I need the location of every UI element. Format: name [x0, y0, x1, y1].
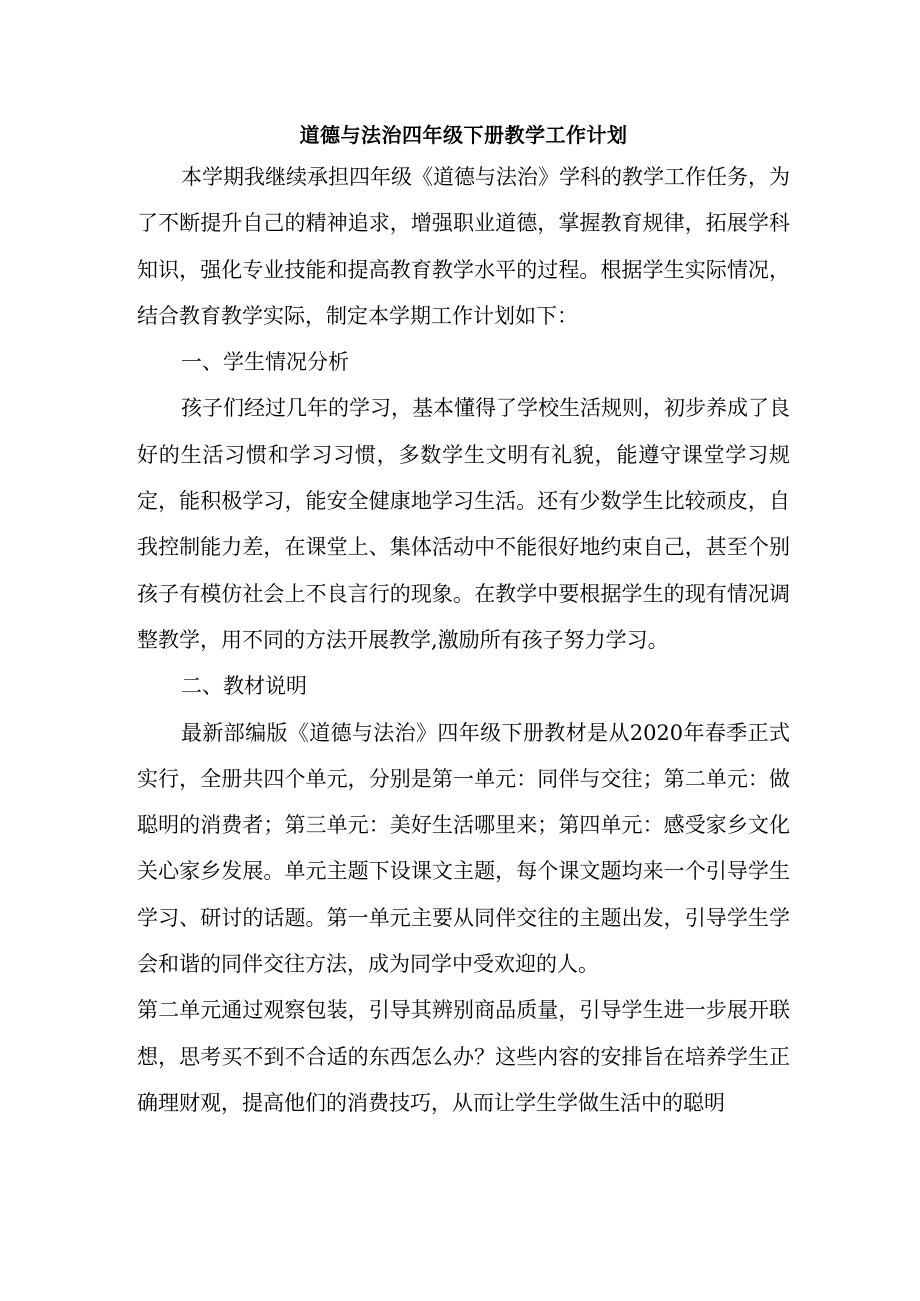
document-page — [137, 118, 790, 1126]
document-title: 道德与法治四年级下册教学工作计划 — [299, 123, 628, 147]
textbook-paragraph: 最新部编版《道德与法治》四年级下册教材是从2020年春季正式实行，全册共四个单元，分别是第一单元：同伴与交往；第二单元：做聪明的消费者；第三单元：美好生活哪里来；第四单元：感受家乡文化关心家乡发展。单元主题下设课文主题，每个课文题均来一个引导学生学习、研讨的话题。第一单元主要从同伴交往的主题出发，引导学生学会和谐的同伴交往方法，成为同学中受欢迎的人。 — [137, 720, 790, 977]
textbook-paragraph-continued: 第二单元通过观察包装，引导其辨别商品质量，引导学生进一步展开联想，思考买不到不合适的东西怎么办？这些内容的安排旨在培养学生正确理财观，提高他们的消费技巧，从而让学生学做生活中的聪明 — [137, 998, 790, 1115]
section-heading-student-analysis: 一、学生情况分析 — [181, 350, 349, 375]
intro-paragraph: 本学期我继续承担四年级《道德与法治》学科的教学工作任务，为了不断提升自己的精神追求，增强职业道德，掌握教育规律，拓展学科知识，强化专业技能和提高教育教学水平的过程。根据学生实际情况，结合教育教学实际，制定本学期工作计划如下： — [137, 165, 790, 328]
student-analysis-paragraph: 孩子们经过几年的学习，基本懂得了学校生活规则，初步养成了良好的生活习惯和学习习惯，多数学生文明有礼貌，能遵守课堂学习规定，能积极学习，能安全健康地学习生活。还有少数学生比较顽皮，自我控制能力差，在课堂上、集体活动中不能很好地约束自己，甚至个别孩子有模仿社会上不良言行的现象。在教学中要根据学生的现有情况调整教学，用不同的方法开展教学,激励所有孩子努力学习。 — [137, 396, 790, 652]
section-heading-textbook: 二、教材说明 — [181, 674, 307, 699]
